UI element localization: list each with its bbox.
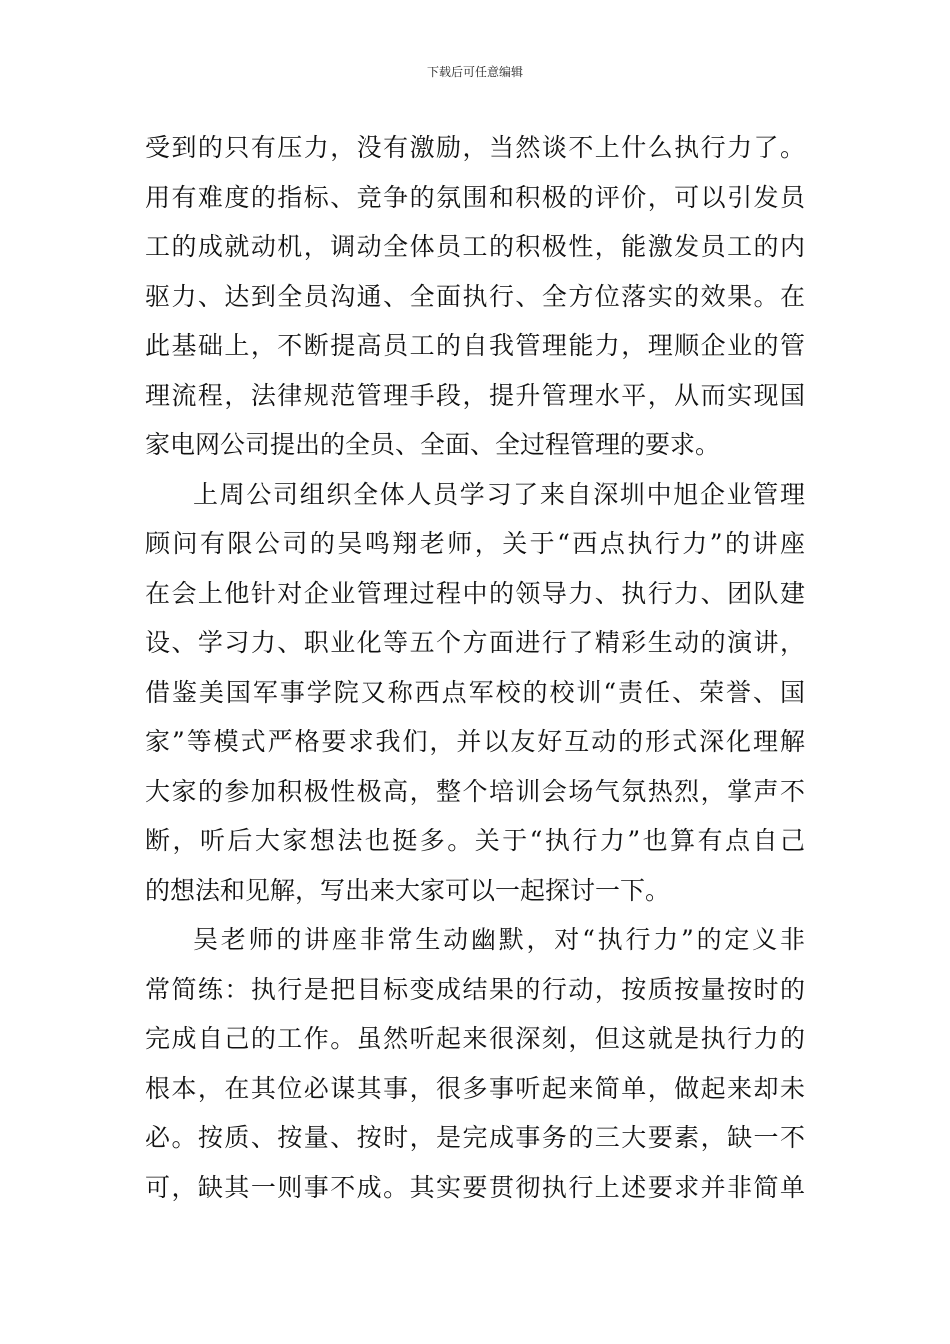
text-line: 借鉴美国军事学院又称西点军校的校训“责任、荣誉、国 bbox=[145, 677, 805, 707]
paragraph-first-line: 吴老师的讲座非常生动幽默，对“执行力”的定义非 bbox=[193, 925, 805, 954]
text-line: 驱力、达到全员沟通、全面执行、全方位落实的效果。在 bbox=[145, 281, 805, 311]
text-line: 工的成就动机，调动全体员工的积极性，能激发员工的内 bbox=[145, 232, 805, 261]
text-line: 可，缺其一则事不成。其实要贯彻执行上述要求并非简单 bbox=[145, 1172, 805, 1202]
text-line: 顾问有限公司的吴鸣翔老师，关于“西点执行力”的讲座 bbox=[145, 529, 805, 558]
text-line: 用有难度的指标、竞争的氛围和积极的评价，可以引发员 bbox=[145, 182, 805, 212]
text-line: 家”等模式严格要求我们，并以友好互动的形式深化理解 bbox=[145, 727, 805, 756]
text-line: 在会上他针对企业管理过程中的领导力、执行力、团队建 bbox=[145, 578, 805, 608]
paragraph-first-line: 上周公司组织全体人员学习了来自深圳中旭企业管理 bbox=[193, 479, 805, 509]
text-line: 此基础上，不断提高员工的自我管理能力，理顺企业的管 bbox=[145, 331, 805, 360]
text-line: 的想法和见解，写出来大家可以一起探讨一下。 bbox=[145, 875, 671, 905]
text-line: 断，听后大家想法也挺多。关于“执行力”也算有点自己 bbox=[145, 826, 805, 855]
text-line: 受到的只有压力，没有激励，当然谈不上什么执行力了。 bbox=[145, 133, 805, 162]
page-header: 下载后可任意编辑 bbox=[426, 65, 523, 79]
text-line: 大家的参加积极性极高，整个培训会场气氛热烈，掌声不 bbox=[145, 776, 805, 806]
text-line: 根本，在其位必谋其事，很多事听起来简单，做起来却未 bbox=[145, 1073, 805, 1103]
text-line: 必。按质、按量、按时，是完成事务的三大要素，缺一不 bbox=[145, 1123, 805, 1152]
text-line: 理流程，法律规范管理手段，提升管理水平，从而实现国 bbox=[145, 380, 805, 410]
body-text bbox=[145, 123, 805, 1212]
text-line: 常简练：执行是把目标变成结果的行动，按质按量按时的 bbox=[145, 974, 805, 1004]
text-line: 完成自己的工作。虽然听起来很深刻，但这就是执行力的 bbox=[145, 1024, 805, 1053]
text-line: 设、学习力、职业化等五个方面进行了精彩生动的演讲， bbox=[145, 628, 805, 657]
text-line: 家电网公司提出的全员、全面、全过程管理的要求。 bbox=[145, 430, 721, 459]
